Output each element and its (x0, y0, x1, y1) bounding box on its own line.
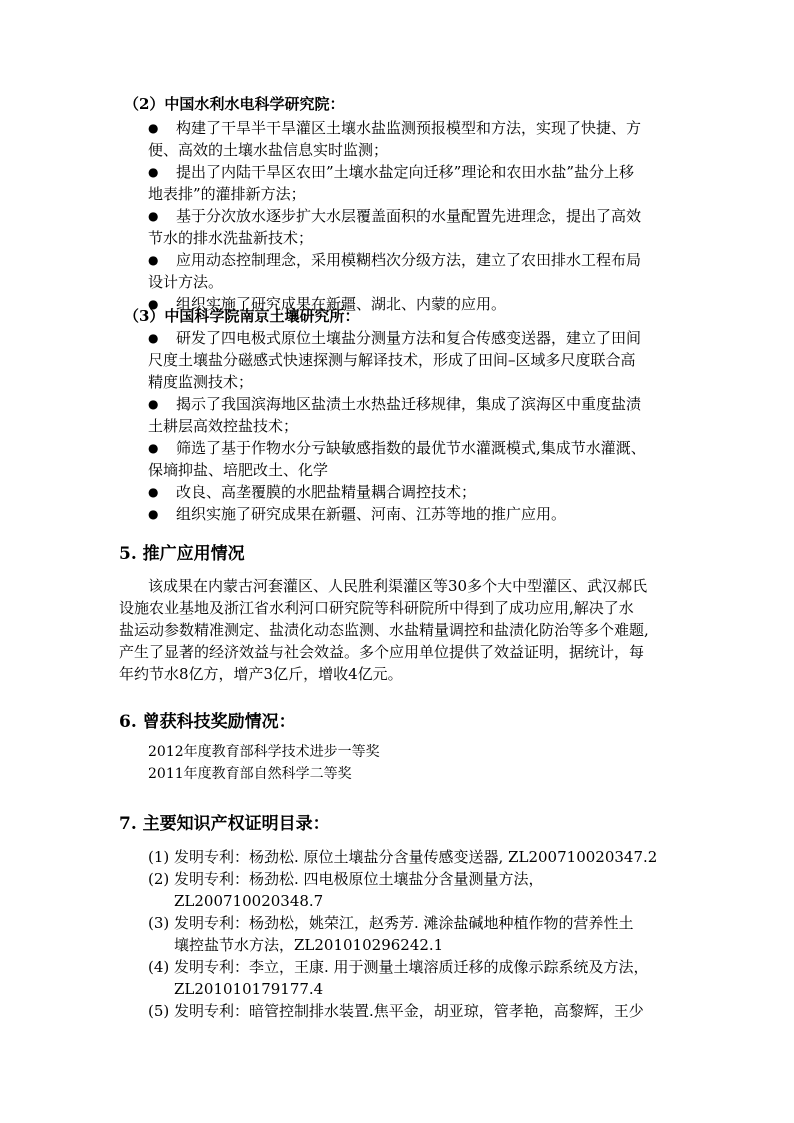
bullet-icon: ● (148, 397, 159, 411)
inst2-item5-line1: ● 组织实施了研究成果在新疆、湖北、内蒙的应用。 (148, 295, 507, 313)
patent-5: (5) 发明专利：暗管控制排水装置.焦平金，胡亚琼，管孝艳，高黎辉，王少 (148, 1002, 644, 1020)
section6-heading: 6. 曾获科技奖励情况： (119, 712, 296, 732)
bullet-icon: ● (148, 441, 159, 455)
inst3-item2-line1: ● 揭示了我国滨海地区盐渍土水热盐迁移规律，集成了滨海区中重度盐渍 (148, 395, 642, 413)
section5-line5: 年约节水8亿方，增产3亿斤，增收4亿元。 (119, 665, 403, 683)
bullet-icon: ● (148, 331, 159, 345)
inst3-heading: （3）中国科学院南京土壤研究所： (124, 307, 360, 325)
patent-4: (4) 发明专利：李立，王康. 用于测量土壤溶质迁移的成像示踪系统及方法， (148, 958, 649, 976)
patent-2: (2) 发明专利：杨劲松. 四电极原位土壤盐分含量测量方法， (148, 870, 544, 888)
inst2-item2-line1: ● 提出了内陆干旱区农田”土壤水盐定向迁移”理论和农田水盐”盐分上移 (148, 163, 635, 181)
inst3-item4-line1: ● 改良、高垄覆膜的水肥盐精量耦合调控技术； (148, 483, 477, 501)
patent-1: (1) 发明专利：杨劲松. 原位土壤盐分含量传感变送器, ZL200710020347.2 (148, 848, 658, 866)
inst3-item1-line2: 尺度土壤盐分磁感式快速探测与解译技术，形成了田间–区域多尺度联合高 (148, 351, 636, 369)
bullet-icon: ● (148, 253, 159, 267)
inst2-item2-line2: 地表排”的灌排新方法； (148, 185, 306, 203)
inst2-heading: （2）中国水利水电科学研究院： (124, 95, 345, 113)
award-2: 2011年度教育部自然科学二等奖 (148, 766, 352, 782)
inst3-item2-line2: 土耕层高效控盐技术； (148, 417, 299, 435)
section5-line4: 产生了显著的经济效益与社会效益。多个应用单位提供了效益证明，据统计，每 (119, 643, 645, 661)
inst3-item1-line3: 精度监测技术； (148, 373, 254, 391)
inst3-item5-line1: ● 组织实施了研究成果在新疆、河南、江苏等地的推广应用。 (148, 505, 567, 523)
inst2-item3-line1: ● 基于分次放水逐步扩大水层覆盖面积的水量配置先进理念，提出了高效 (148, 207, 642, 225)
section5-line3: 盐运动参数精准测定、盐渍化动态监测、水盐精量调控和盐渍化防治等多个难题, (119, 621, 649, 639)
bullet-icon: ● (148, 121, 159, 135)
bullet-icon: ● (148, 507, 159, 521)
section5-heading: 5. 推广应用情况 (119, 544, 245, 564)
section5-line2: 设施农业基地及浙江省水利河口研究院等科研院所中得到了成功应用,解决了水 (119, 599, 634, 617)
bullet-icon: ● (148, 165, 159, 179)
inst2-item4-line2: 设计方法。 (148, 273, 224, 291)
inst2-item3-line2: 节水的排水洗盐新技术； (148, 229, 314, 247)
inst3-item1-line1: ● 研发了四电极式原位土壤盐分测量方法和复合传感变送器，建立了田间 (148, 329, 642, 347)
bullet-icon: ● (148, 209, 159, 223)
bullet-icon: ● (148, 297, 159, 311)
inst3-item3-line2: 保墒抑盐、培肥改土、化学 (148, 461, 329, 479)
section5-line1: 该成果在内蒙古河套灌区、人民胜利渠灌区等30多个大中型灌区、武汉郝氏 (148, 577, 648, 595)
inst3-item3-line1: ● 筛选了基于作物水分亏缺敏感指数的最优节水灌溉模式,集成节水灌溉、 (148, 439, 646, 457)
bullet-icon: ● (148, 485, 159, 499)
inst2-item1-line2: 便、高效的土壤水盐信息实时监测； (148, 141, 389, 159)
section7-heading: 7. 主要知识产权证明目录： (119, 814, 330, 834)
patent-3-cont: 壤控盐节水方法，ZL201010296242.1 (174, 936, 444, 954)
inst2-item1-line1: ● 构建了干旱半干旱灌区土壤水盐监测预报模型和方法，实现了快捷、方 (148, 119, 642, 137)
patent-3: (3) 发明专利：杨劲松，姚荣江，赵秀芳. 滩涂盐碱地种植作物的营养性土 (148, 914, 634, 932)
inst2-item4-line1: ● 应用动态控制理念，采用模糊档次分级方法，建立了农田排水工程布局 (148, 251, 642, 269)
patent-4-number: ZL201010179177.4 (174, 980, 324, 998)
award-1: 2012年度教育部科学技术进步一等奖 (148, 744, 380, 760)
patent-2-number: ZL200710020348.7 (174, 892, 324, 910)
